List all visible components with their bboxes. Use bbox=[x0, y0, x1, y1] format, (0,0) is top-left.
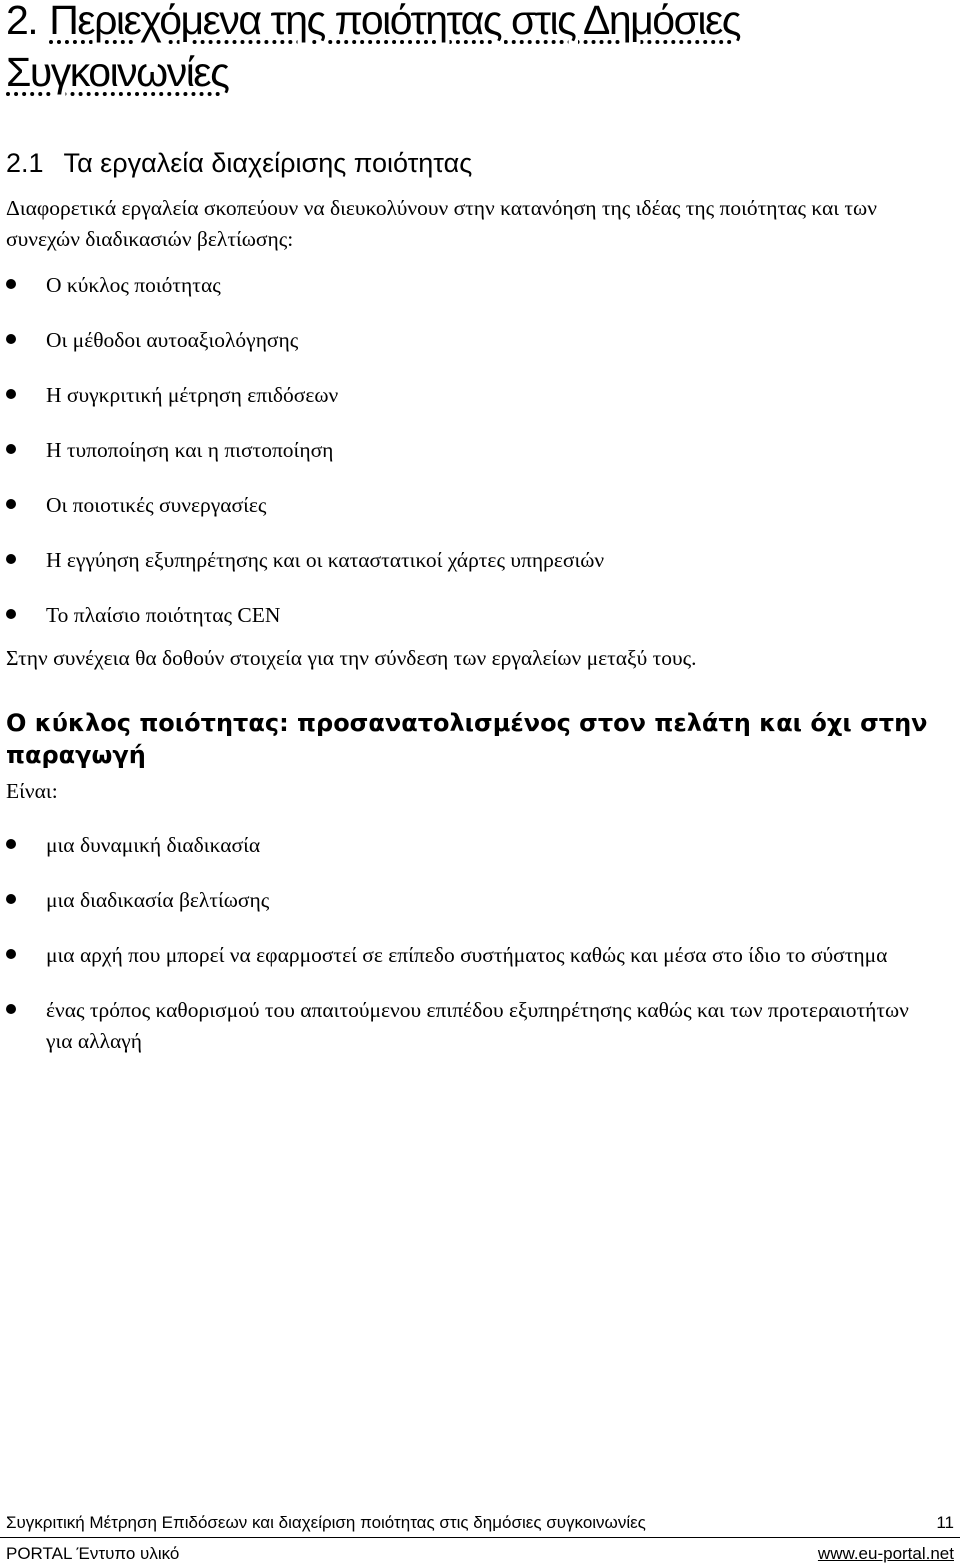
bullet-icon bbox=[6, 949, 16, 959]
list-item bbox=[0, 490, 940, 545]
list-item bbox=[0, 545, 940, 600]
list-item bbox=[0, 995, 940, 1057]
list-item-text: Οι ποιοτικές συνεργασίες bbox=[46, 493, 267, 517]
list-item-text: Η τυποποίηση και η πιστοποίηση bbox=[46, 438, 334, 462]
list-item bbox=[0, 885, 940, 916]
chapter-title-link[interactable]: Περιεχόμενα της ποιότητας στις Δημόσιες Συγκοινωνίες bbox=[6, 0, 741, 95]
bullet-icon bbox=[6, 499, 16, 509]
is-label: Είναι: bbox=[6, 779, 58, 803]
cycle-list bbox=[0, 830, 940, 1081]
list-item-text: Η συγκριτική μέτρηση επιδόσεων bbox=[46, 383, 339, 407]
page-number: 11 bbox=[936, 1513, 954, 1532]
bullet-icon bbox=[6, 839, 16, 849]
list-item bbox=[0, 435, 940, 490]
chapter-heading bbox=[6, 0, 946, 98]
footer-divider bbox=[0, 1537, 960, 1538]
chapter-number: 2. bbox=[6, 0, 38, 43]
list-item bbox=[0, 380, 940, 435]
section-heading bbox=[6, 146, 472, 180]
footer-title-row bbox=[6, 1512, 954, 1534]
list-item bbox=[0, 830, 940, 861]
bullet-icon bbox=[6, 279, 16, 289]
bullet-icon bbox=[6, 894, 16, 904]
intro-paragraph: Διαφορετικά εργαλεία σκοπεύουν να διευκολύνουν στην κατανόηση της ιδέας της ποιότητας και των συνεχών διαδικασιών βελτίωσης: bbox=[6, 196, 877, 251]
bullet-icon bbox=[6, 609, 16, 619]
footer-website-link[interactable]: www.eu-portal.net bbox=[817, 1544, 954, 1563]
list-item-text: Το πλαίσιο ποιότητας CEN bbox=[46, 603, 281, 627]
continuation-paragraph: Στην συνέχεια θα δοθούν στοιχεία για την σύνδεση των εργαλείων μεταξύ τους. bbox=[6, 646, 697, 670]
list-item-text: Ο κύκλος ποιότητας bbox=[46, 273, 221, 297]
list-item-text: μια δυναμική διαδικασία bbox=[46, 833, 261, 857]
list-item-text: ένας τρόπος καθορισμού του απαιτούμενου επιπέδου εξυπηρέτησης καθώς και των προτεραιοτήτων για αλλαγή bbox=[46, 998, 909, 1053]
footer-doc-title: Συγκριτική Μέτρηση Επιδόσεων και διαχείριση ποιότητας στις δημόσιες συγκοινωνίες bbox=[6, 1513, 646, 1532]
subsection-heading: Ο κύκλος ποιότητας: προσανατολισμένος στον πελάτη και όχι στην παραγωγή bbox=[6, 709, 928, 769]
footer-meta-row bbox=[6, 1543, 954, 1565]
section-number: 2.1 bbox=[6, 148, 44, 178]
list-item bbox=[0, 270, 940, 325]
footer-material-label: PORTAL Έντυπο υλικό bbox=[6, 1544, 180, 1563]
bullet-icon bbox=[6, 554, 16, 564]
list-item-text: μια αρχή που μπορεί να εφαρμοστεί σε επίπεδο συστήματος καθώς και μέσα στο ίδιο το σύστημα bbox=[46, 943, 888, 967]
section-title: Τα εργαλεία διαχείρισης ποιότητας bbox=[63, 148, 473, 178]
list-item bbox=[0, 325, 940, 380]
list-item-text: μια διαδικασία βελτίωσης bbox=[46, 888, 270, 912]
bullet-icon bbox=[6, 444, 16, 454]
list-item-text: Η εγγύηση εξυπηρέτησης και οι καταστατικοί χάρτες υπηρεσιών bbox=[46, 548, 605, 572]
list-item bbox=[0, 940, 940, 971]
tools-list bbox=[0, 270, 940, 655]
bullet-icon bbox=[6, 334, 16, 344]
list-item-text: Οι μέθοδοι αυτοαξιολόγησης bbox=[46, 328, 299, 352]
bullet-icon bbox=[6, 389, 16, 399]
bullet-icon bbox=[6, 1004, 16, 1014]
